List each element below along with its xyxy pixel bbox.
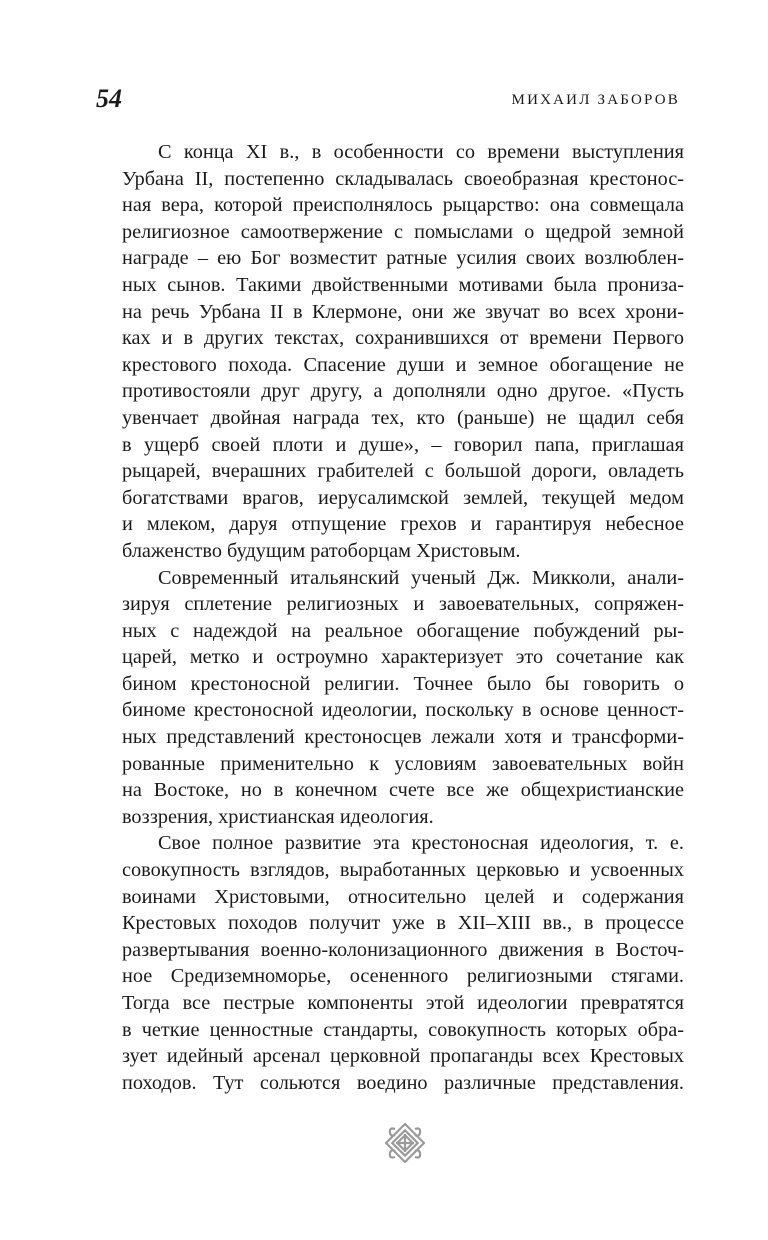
text-line: награде – ею Бог возместит ратные усилия своих возлюблен- [122,247,684,270]
text-line: зует идейный арсенал церковной пропаганды всех Крестовых [122,1045,684,1068]
text-line: Крестовых походов получит уже в XII–XIII вв., в процессе [122,912,684,935]
page-number: 54 [96,84,122,113]
text-line: Урбана II, постепенно складывалась своеобразная крестонос- [122,167,684,190]
running-head: МИХАИЛ ЗАБОРОВ [511,92,680,108]
text-line: Свое полное развитие эта крестоносная идеология, т. е. [158,832,684,855]
text-line: воззрения, христианская идеология. [122,805,434,828]
text-line: рыцарей, вчерашних грабителей с большой дороги, овладеть [122,460,684,483]
text-line: походов. Тут сольются воедино различные представления. [122,1071,684,1094]
body-text [122,139,684,1096]
text-line: в четкие ценностные стандарты, совокупность которых обра- [122,1018,684,1041]
text-line: на Востоке, но в конечном счете все же общехристианские [122,779,684,802]
paragraph-1 [122,139,684,565]
text-line: ных с надеждой на реальное обогащение побуждений ры- [122,619,684,642]
text-line: религиозное самоотвержение с помыслами о щедрой земной [122,220,684,243]
text-line: совокупность взглядов, выработанных церковью и усвоенных [122,859,684,882]
text-line: блаженство будущим ратоборцам Христовым. [122,539,521,562]
text-line: развертывания военно-колонизационного движения в Восточ- [122,938,684,961]
text-line: богатствами врагов, иерусалимской землей, текущей медом [122,486,684,509]
text-line: ных сынов. Такими двойственными мотивами была пронизa- [122,273,684,296]
paragraph-3 [122,830,684,1096]
text-line: Современный итальянский ученый Дж. Микколи, анали- [158,566,684,589]
text-line: и млеком, даруя отпущение грехов и гарантируя небесное [122,513,684,536]
text-line: крестового похода. Спасение души и земное обогащение не [122,353,684,376]
text-line: ная вера, которой преисполнялось рыцарство: она совмещала [122,194,684,217]
text-line: Тогда все пестрые компоненты этой идеологии превратятся [122,992,684,1014]
text-line: рованные применительно к условиям завоевательных войн [122,752,684,775]
text-line: противостояли друг другу, а дополняли одно другое. «Пусть [122,380,684,403]
celtic-knot-ornament-icon [383,1121,427,1165]
text-line: на речь Урбана II в Клермоне, они же звучат во всех хрони- [122,300,684,323]
text-line: ное Средиземноморье, осененного религиозными стягами. [122,965,684,988]
text-line: биноме крестоносной идеологии, поскольку в основе ценност- [122,699,684,722]
text-line: бином крестоносной религии. Точнее было бы говорить о [122,672,684,695]
text-line: царей, метко и остроумно характеризует это сочетание как [122,646,684,669]
text-line: в ущерб своей плоти и душе», – говорил папа, приглашая [122,433,684,456]
text-line: ках и в других текстах, сохранившихся от времени Первого [122,327,684,350]
text-line: ных представлений крестоносцев лежали хотя и трансформи- [122,726,684,749]
text-line: С конца XI в., в особенности со времени выступления [158,141,684,163]
text-line: увенчает двойная награда тех, кто (раньше) не щадил себя [122,406,684,429]
text-line: зируя сплетение религиозных и завоевательных, сопряжен- [122,593,684,616]
text-line: воинами Христовыми, относительно целей и содержания [122,885,684,908]
paragraph-2 [122,565,684,831]
